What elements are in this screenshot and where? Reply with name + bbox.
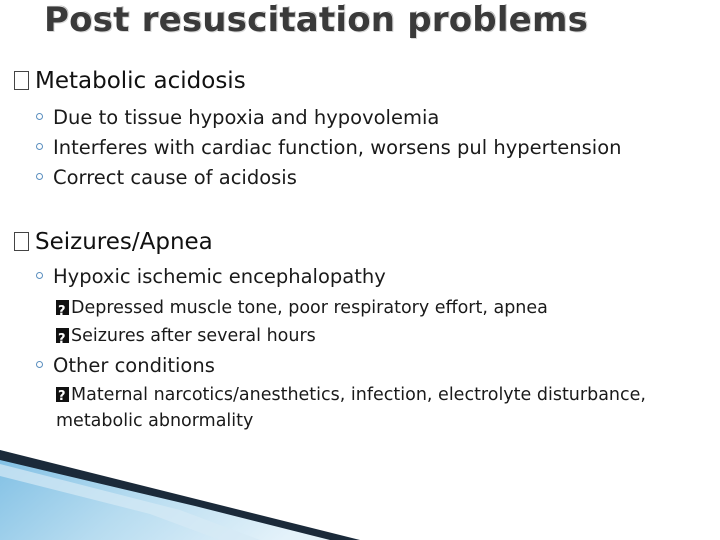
sub-bullet-text: Depressed muscle tone, poor respiratory effort, apnea — [71, 298, 548, 318]
bullet-item — [36, 354, 215, 377]
bullet-text: Other conditions — [53, 354, 215, 377]
bullet-item — [36, 166, 297, 189]
bullet-text: Due to tissue hypoxia and hypovolemia — [53, 106, 440, 129]
section-heading-label: Metabolic acidosis — [35, 68, 246, 94]
unknown-glyph-icon — [56, 300, 69, 315]
section-heading-seizures-apnea — [14, 229, 213, 255]
ring-bullet-icon — [36, 272, 43, 279]
decorative-stripe — [0, 450, 360, 540]
ring-bullet-icon — [36, 173, 43, 180]
bullet-text: Correct cause of acidosis — [53, 166, 297, 189]
bullet-text: Hypoxic ischemic encephalopathy — [53, 265, 386, 288]
section-heading-metabolic-acidosis — [14, 68, 246, 94]
missing-glyph-box-icon — [14, 232, 29, 251]
sub-bullet-text: Seizures after several hours — [71, 326, 316, 346]
slide-title: Post resuscitation problems — [44, 0, 589, 40]
sub-bullet-text: Maternal narcotics/anesthetics, infection, electrolyte disturbance, metabolic abnormality — [56, 385, 646, 431]
bullet-item — [36, 136, 622, 159]
bullet-item — [36, 265, 386, 288]
ring-bullet-icon — [36, 113, 43, 120]
ring-bullet-icon — [36, 143, 43, 150]
section-heading-label: Seizures/Apnea — [35, 229, 213, 255]
sub-bullet-item — [56, 293, 676, 323]
ring-bullet-icon — [36, 361, 43, 368]
unknown-glyph-icon — [56, 387, 69, 402]
bullet-text: Interferes with cardiac function, worsens pul hypertension — [53, 136, 622, 159]
unknown-glyph-icon — [56, 328, 69, 343]
bullet-item — [36, 106, 439, 129]
missing-glyph-box-icon — [14, 71, 29, 90]
sub-bullet-item — [56, 382, 656, 434]
sub-bullet-item — [56, 321, 676, 351]
